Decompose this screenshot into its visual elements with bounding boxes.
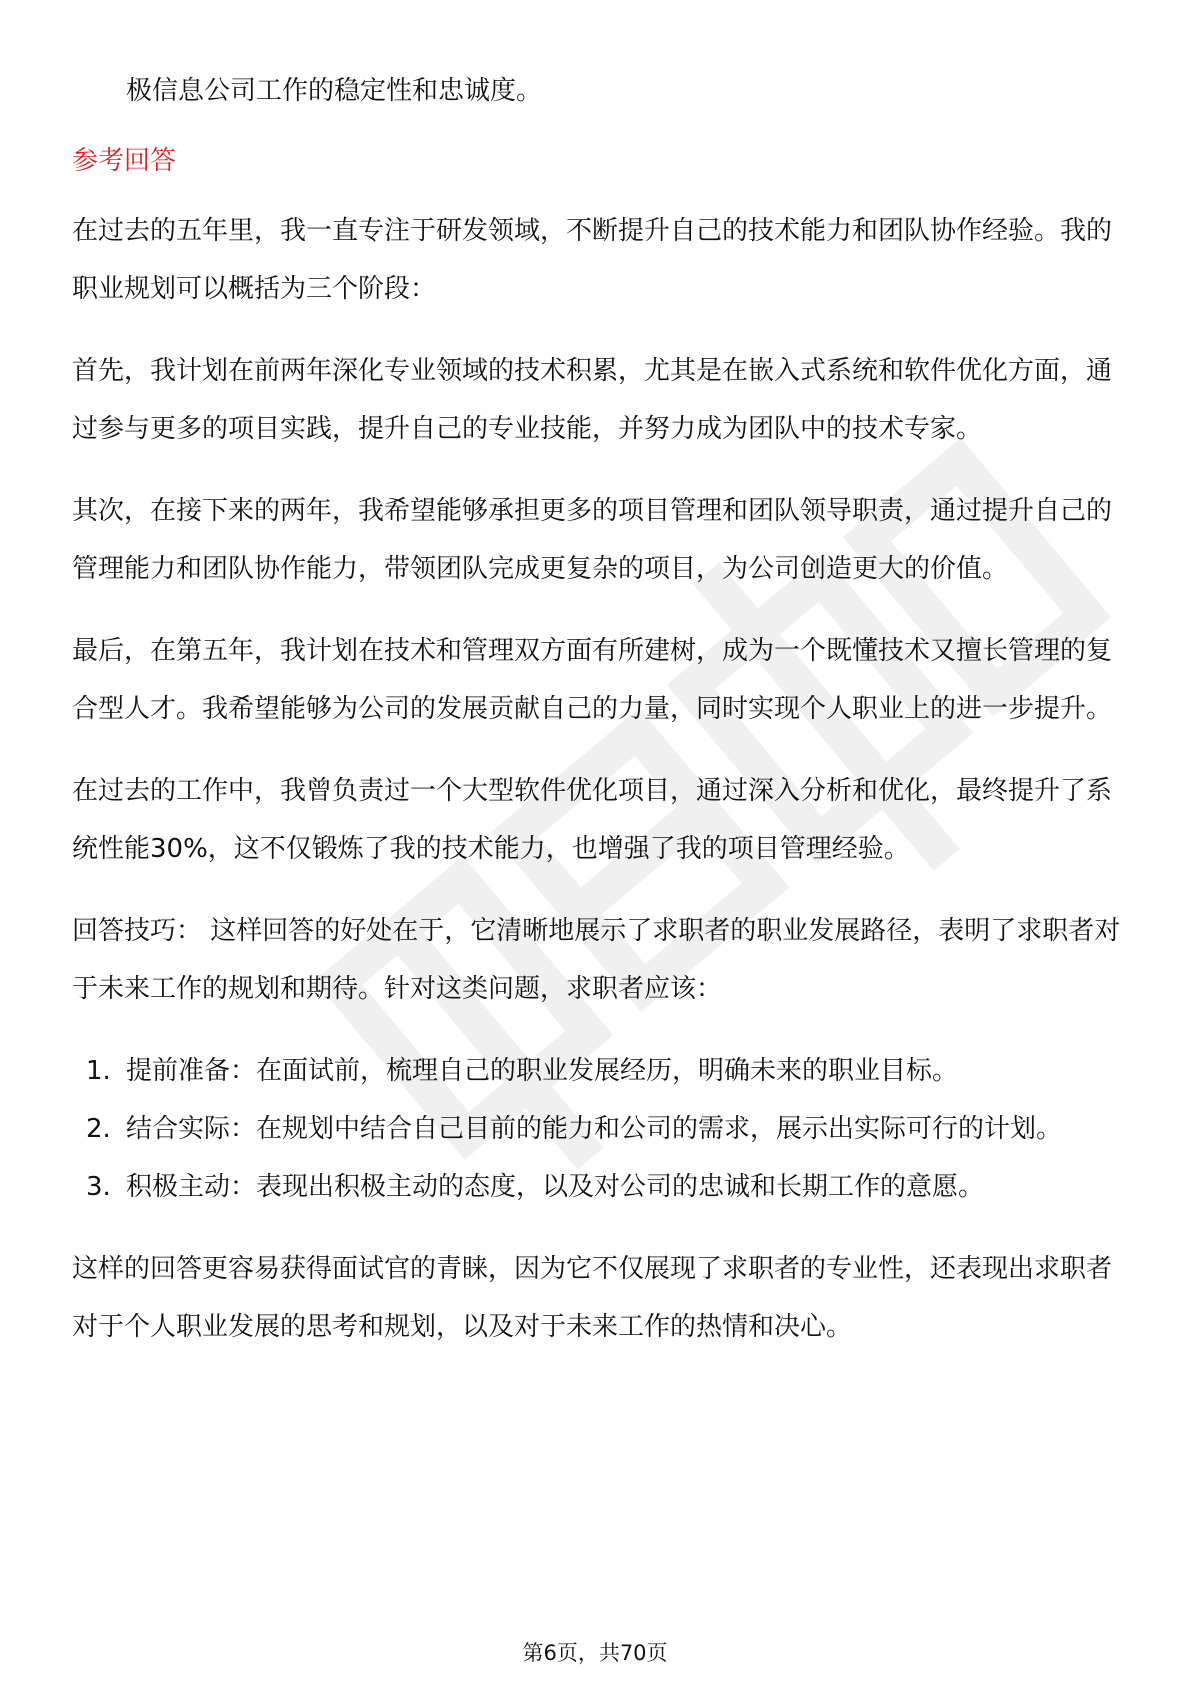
paragraph: 在过去的工作中，我曾负责过一个大型软件优化项目，通过深入分析和优化，最终提升了系统性能30%，这不仅锻炼了我的技术能力，也增强了我的项目管理经验。 <box>72 776 1113 864</box>
paragraph: 最后，在第五年，我计划在技术和管理双方面有所建树，成为一个既懂技术又擅长管理的复合型人才。我希望能够为公司的发展贡献自己的力量，同时实现个人职业上的进一步提升。 <box>72 636 1113 724</box>
tips-list <box>72 1042 1122 1216</box>
paragraph: 首先，我计划在前两年深化专业领域的技术积累，尤其是在嵌入式系统和软件优化方面，通过参与更多的项目实践，提升自己的专业技能，并努力成为团队中的技术专家。 <box>72 356 1113 444</box>
list-number: 3. <box>86 1172 111 1202</box>
section-heading: 参考回答 <box>72 146 177 176</box>
list-item-text: 提前准备：在面试前，梳理自己的职业发展经历，明确未来的职业目标。 <box>126 1056 959 1086</box>
continuation-line: 极信息公司工作的稳定性和忠诚度。 <box>126 76 543 106</box>
paragraph: 其次，在接下来的两年，我希望能够承担更多的项目管理和团队领导职责，通过提升自己的管理能力和团队协作能力，带领团队完成更复杂的项目，为公司创造更大的价值。 <box>72 496 1113 584</box>
closing-paragraph: 这样的回答更容易获得面试官的青睐，因为它不仅展现了求职者的专业性，还表现出求职者对于个人职业发展的思考和规划，以及对于未来工作的热情和决心。 <box>72 1254 1113 1342</box>
list-item <box>72 1158 1122 1216</box>
list-item-text: 积极主动：表现出积极主动的态度，以及对公司的忠诚和长期工作的意愿。 <box>126 1172 985 1202</box>
list-number: 1. <box>86 1056 111 1086</box>
paragraph: 在过去的五年里，我一直专注于研发领域，不断提升自己的技术能力和团队协作经验。我的职业规划可以概括为三个阶段： <box>72 216 1113 304</box>
page-number: 第6页，共70页 <box>522 1641 668 1665</box>
list-item <box>72 1100 1122 1158</box>
tips-intro: 回答技巧： 这样回答的好处在于，它清晰地展示了求职者的职业发展路径，表明了求职者对于未来工作的规划和期待。针对这类问题，求职者应该： <box>72 916 1121 1004</box>
list-item <box>72 1042 1122 1100</box>
list-number: 2. <box>86 1114 111 1144</box>
document-body <box>72 62 1122 1356</box>
list-item-text: 结合实际：在规划中结合自己目前的能力和公司的需求，展示出实际可行的计划。 <box>126 1114 1063 1144</box>
